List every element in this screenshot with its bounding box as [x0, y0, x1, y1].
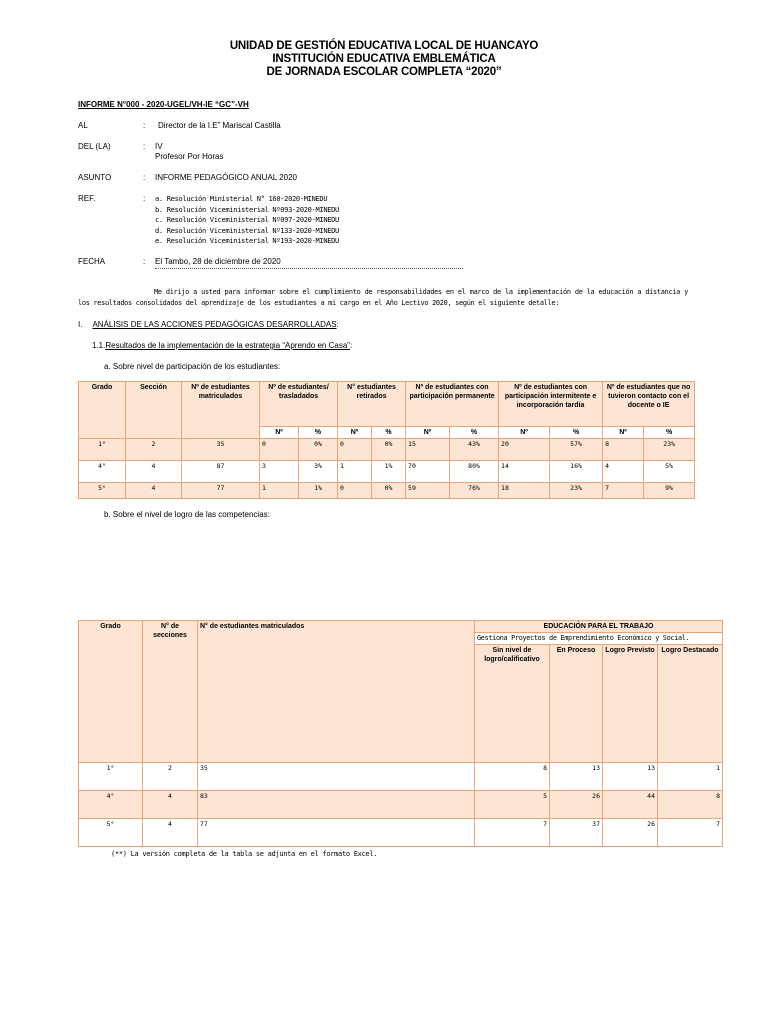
- header-grado: Grado: [79, 382, 126, 439]
- table-cell: 77: [182, 483, 260, 499]
- table-cell: 5°: [79, 483, 126, 499]
- document-header: [0, 40, 768, 79]
- table-cell: 0%: [299, 439, 338, 461]
- ref-item: d. Resolución Viceministerial Nº133-2020-MINEDU: [155, 226, 339, 235]
- table-cell: 35: [182, 439, 260, 461]
- subheader-pct: %: [450, 427, 499, 439]
- table-cell: 0%: [372, 483, 406, 499]
- item-b-heading: b. Sobre el nivel de logro de las competencias:: [104, 510, 270, 519]
- table-cell: 9%: [644, 483, 695, 499]
- table-cell: 0: [260, 439, 299, 461]
- table-row: [79, 483, 695, 499]
- asunto-colon: :: [143, 173, 146, 182]
- table-cell: 43%: [450, 439, 499, 461]
- header-sin-contacto: Nº de estudiantes que no tuvieron contacto con el docente o IE: [603, 382, 695, 427]
- del-label: DEL (LA): [78, 142, 111, 151]
- header-logro-previsto: Logro Previsto: [603, 645, 658, 763]
- header-secciones: N° de secciones: [143, 621, 198, 763]
- item-a-heading: a. Sobre nivel de participación de los estudiantes:: [104, 362, 281, 371]
- table-cell: 23%: [644, 439, 695, 461]
- del-value-2: Profesor Por Horas: [155, 152, 224, 161]
- table-cell: 4: [143, 791, 198, 819]
- al-label: AL: [78, 121, 88, 130]
- subheader-n: Nº: [338, 427, 372, 439]
- subheader-pct: %: [550, 427, 603, 439]
- ref-list: [155, 194, 339, 247]
- ref-item: c. Resolución Viceministerial Nº097-2020-MINEDU: [155, 216, 339, 224]
- table-row: [79, 439, 695, 461]
- table-cell: 0: [338, 439, 372, 461]
- header-line-3: DE JORNADA ESCOLAR COMPLETA “2020”: [266, 66, 502, 78]
- table-cell: 57%: [550, 439, 603, 461]
- footnote: (**) La versión completa de la tabla se adjunta en el formato Excel.: [111, 850, 378, 858]
- table-cell: 37: [550, 819, 603, 847]
- table-cell: 59: [406, 483, 450, 499]
- table-cell: 35: [198, 763, 475, 791]
- table-cell: 0%: [372, 439, 406, 461]
- del-colon: :: [143, 142, 146, 151]
- header-line-2: INSTITUCIÓN EDUCATIVA EMBLEMÁTICA: [272, 53, 496, 65]
- participation-table: [78, 381, 695, 499]
- subheader-pct: %: [299, 427, 338, 439]
- header-trasladados: Nº de estudiantes/ trasladados: [260, 382, 338, 427]
- table-cell: 4: [143, 819, 198, 847]
- table-cell: 5%: [644, 461, 695, 483]
- subheader-n: Nº: [499, 427, 550, 439]
- competencies-table: [78, 620, 723, 847]
- table-cell: 1%: [372, 461, 406, 483]
- table-cell: 16%: [550, 461, 603, 483]
- table-cell: 13: [550, 763, 603, 791]
- al-value: Director de la I.E” Mariscal Castilla: [158, 121, 281, 130]
- table-cell: 4: [126, 483, 182, 499]
- table-row: [79, 763, 723, 791]
- table-cell: 3: [260, 461, 299, 483]
- ref-label: REF.: [78, 194, 96, 203]
- intro-paragraph: Me dirijo a usted para informar sobre el cumplimiento de responsabilidades en el marco de la implementación de la educación a distancia y los resultados consolidados del aprendizaje de los estudiantes a mi cargo en el Año Lectivo 2020, según el siguiente detalle:: [78, 288, 688, 307]
- table-cell: 5: [475, 791, 550, 819]
- fecha-label: FECHA: [78, 257, 106, 266]
- table-cell: 1°: [79, 439, 126, 461]
- table-cell: 26: [603, 819, 658, 847]
- table-cell: 44: [603, 791, 658, 819]
- header-intermitente: Nº de estudiantes con participación intermitente e incorporación tardía: [499, 382, 603, 427]
- table-cell: 7: [603, 483, 644, 499]
- table-cell: 20: [499, 439, 550, 461]
- table-cell: 4: [126, 461, 182, 483]
- table-cell: 4°: [79, 791, 143, 819]
- fecha-colon: :: [143, 257, 146, 266]
- table-cell: 4: [603, 461, 644, 483]
- table-cell: 80%: [450, 461, 499, 483]
- header-seccion: Sección: [126, 382, 182, 439]
- subheader-pct: %: [644, 427, 695, 439]
- fecha-divider: [155, 268, 463, 269]
- table-cell: 13: [603, 763, 658, 791]
- header-logro-destacado: Logro Destacado: [658, 645, 723, 763]
- subsection-1-1-suffix: :: [349, 341, 353, 350]
- table-cell: 3%: [299, 461, 338, 483]
- table-cell: 87: [182, 461, 260, 483]
- table-cell: 8: [603, 439, 644, 461]
- al-colon: :: [143, 121, 146, 130]
- ref-item: a. Resolución Ministerial N° 160-2020-MINEDU: [155, 195, 328, 203]
- table-cell: 7: [475, 819, 550, 847]
- fecha-value: El Tambo, 28 de diciembre de 2020: [155, 257, 281, 266]
- table-row: [79, 461, 695, 483]
- table-cell: 1: [658, 763, 723, 791]
- table-cell: 15: [406, 439, 450, 461]
- ref-item: e. Resolución Viceministerial Nº193-2020-MINEDU: [155, 237, 339, 245]
- table-cell: 4°: [79, 461, 126, 483]
- section-1-number: I.: [78, 320, 83, 329]
- table-cell: 1%: [299, 483, 338, 499]
- table-cell: 7: [658, 819, 723, 847]
- asunto-label: ASUNTO: [78, 173, 112, 182]
- table-cell: 77: [198, 819, 475, 847]
- subheader-n: Nº: [406, 427, 450, 439]
- table-cell: 1: [338, 461, 372, 483]
- ref-colon: :: [143, 194, 146, 203]
- subsection-1-1-heading: [92, 341, 352, 351]
- header-retirados: N° estudiantes retirados: [338, 382, 406, 427]
- header-matriculados: N° de estudiantes matriculados: [198, 621, 475, 763]
- subheader-pct: %: [372, 427, 406, 439]
- subsection-1-1-title: Resultados de la implementación de la estrategia “Aprendo en Casa”: [105, 341, 350, 350]
- table-cell: 83: [198, 791, 475, 819]
- informe-number: INFORME N°000 - 2020-UGEL/VH-IE “GC”-VH: [78, 100, 249, 109]
- table-cell: 8: [658, 791, 723, 819]
- header-sin-nivel: Sin nivel de logro/calificativo: [475, 645, 550, 763]
- table-cell: 2: [126, 439, 182, 461]
- section-1-title: ANÁLISIS DE LAS ACCIONES PEDAGÓGICAS DESARROLLADAS: [92, 320, 337, 329]
- table-cell: 14: [499, 461, 550, 483]
- asunto-value: INFORME PEDAGÓGICO ANUAL 2020: [155, 173, 297, 182]
- header-grado: Grado: [79, 621, 143, 763]
- table-cell: 26: [550, 791, 603, 819]
- subheader-n: Nº: [260, 427, 299, 439]
- subheader-n: Nº: [603, 427, 644, 439]
- table-cell: 5°: [79, 819, 143, 847]
- table-cell: 1°: [79, 763, 143, 791]
- header-en-proceso: En Proceso: [550, 645, 603, 763]
- table-cell: 18: [499, 483, 550, 499]
- section-1-heading: [78, 320, 339, 330]
- table-row: [79, 791, 723, 819]
- table-cell: 70: [406, 461, 450, 483]
- del-value-1: IV: [155, 142, 163, 151]
- subsection-1-1-number: 1.1.: [92, 341, 106, 350]
- header-matriculados: Nº de estudiantes matriculados: [182, 382, 260, 439]
- header-area: EDUCACIÓN PARA EL TRABAJO: [475, 621, 723, 633]
- table-row: [79, 819, 723, 847]
- table-cell: 0: [338, 483, 372, 499]
- table-cell: 23%: [550, 483, 603, 499]
- ref-item: b. Resolución Viceministerial Nº093-2020-MINEDU: [155, 205, 339, 214]
- header-line-1: UNIDAD DE GESTIÓN EDUCATIVA LOCAL DE HUANCAYO: [229, 40, 539, 52]
- table-cell: 1: [260, 483, 299, 499]
- table-cell: 76%: [450, 483, 499, 499]
- header-permanente: Nº de estudiantes con participación permanente: [406, 382, 499, 427]
- header-competencia: Gestiona Proyectos de Emprendimiento Económico y Social.: [475, 633, 723, 645]
- section-1-suffix: :: [336, 320, 339, 329]
- table-cell: 2: [143, 763, 198, 791]
- table-cell: 8: [475, 763, 550, 791]
